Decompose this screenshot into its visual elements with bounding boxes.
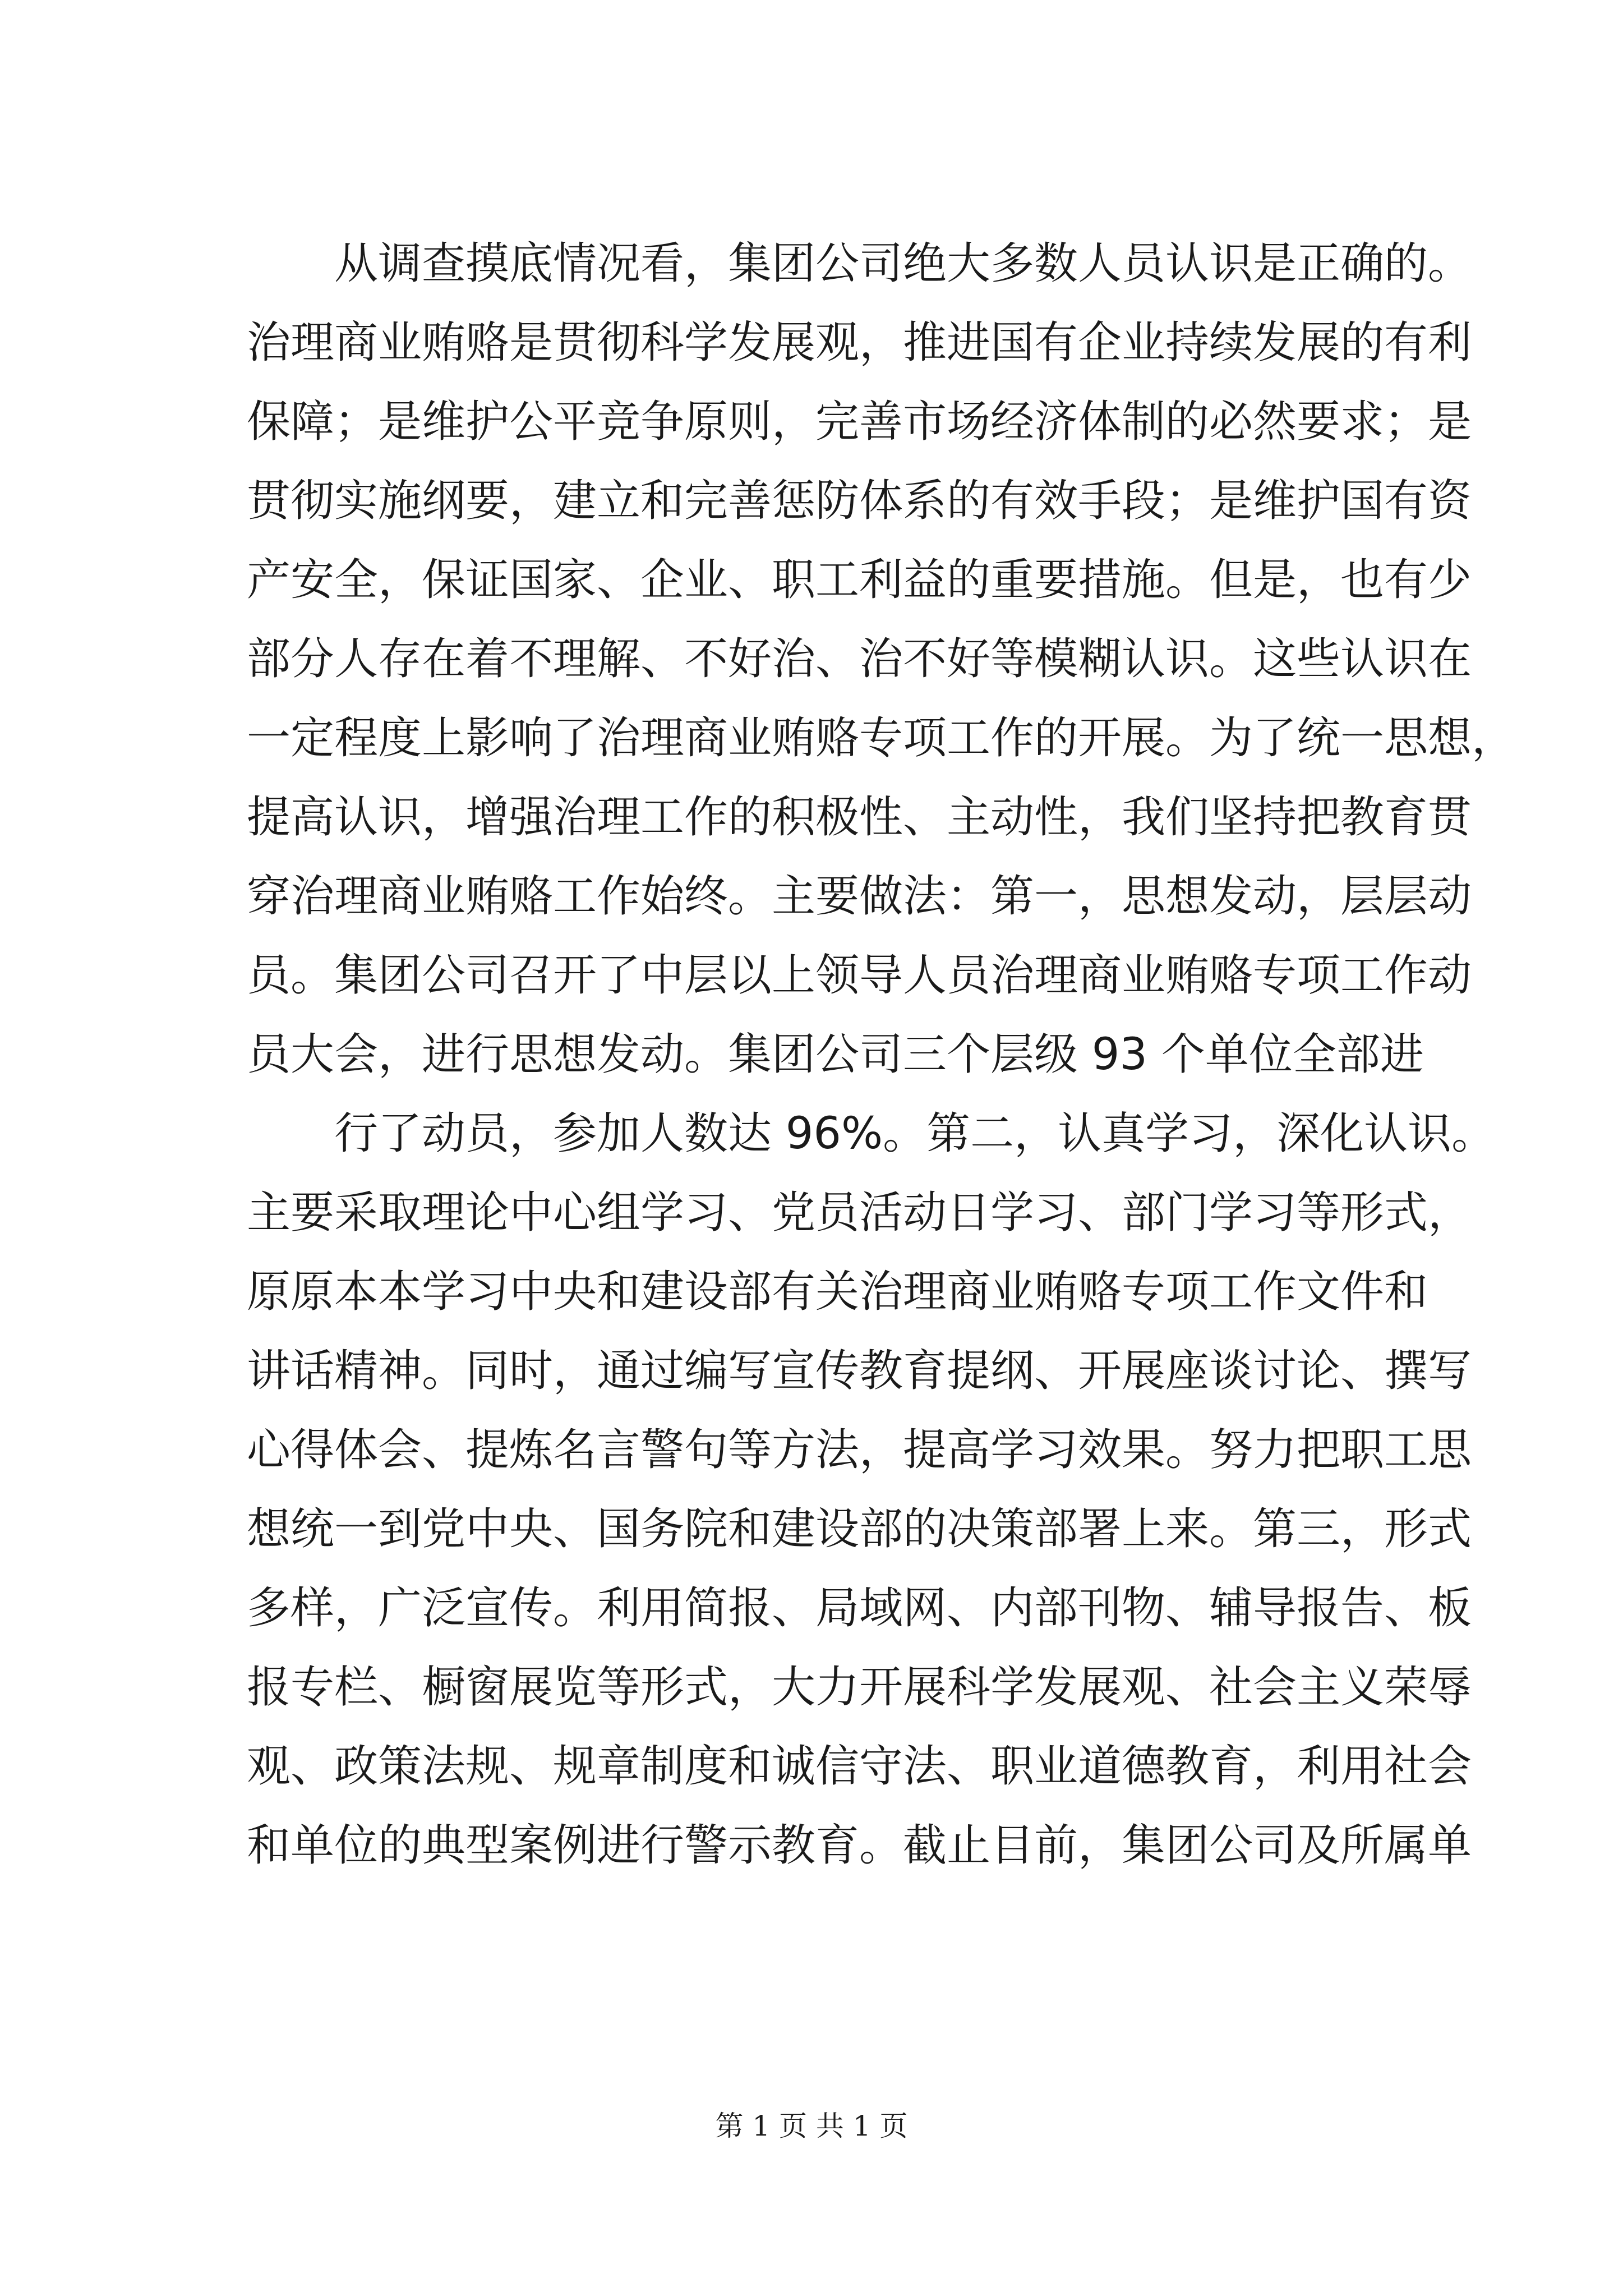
text-line: 治理商业贿赂是贯彻科学发展观，推进国有企业持续发展的有利 <box>247 318 1472 368</box>
text-line: 贯彻实施纲要，建立和完善惩防体系的有效手段；是维护国有资 <box>247 476 1472 526</box>
text-line: 和单位的典型案例进行警示教育。截止目前，集团公司及所属单 <box>247 1820 1472 1871</box>
text-line: 想统一到党中央、国务院和建设部的决策部署上来。第三，形式 <box>247 1504 1472 1554</box>
text-line: 讲话精神。同时，通过编写宣传教育提纲、开展座谈讨论、撰写 <box>247 1346 1472 1396</box>
text-line: 提高认识，增强治理工作的积极性、主动性，我们坚持把教育贯 <box>247 792 1472 843</box>
text-line: 员大会，进行思想发动。集团公司三个层级 93 个单位全部进 <box>247 1029 1424 1080</box>
text-line: 原原本本学习中央和建设部有关治理商业贿赂专项工作文件和 <box>247 1267 1428 1317</box>
text-line: 报专栏、橱窗展览等形式，大力开展科学发展观、社会主义荣辱 <box>247 1662 1472 1713</box>
text-line: 心得体会、提炼名言警句等方法，提高学习效果。努力把职工思 <box>247 1425 1472 1475</box>
text-line: 部分人存在着不理解、不好治、治不好等模糊认识。这些认识在 <box>247 634 1472 684</box>
text-line: 主要采取理论中心组学习、党员活动日学习、部门学习等形式， <box>247 1188 1472 1238</box>
text-line: 行了动员，参加人数达 96%。第二，认真学习，深化认识。 <box>334 1108 1496 1159</box>
text-line: 穿治理商业贿赂工作始终。主要做法：第一，思想发动，层层动 <box>247 871 1472 922</box>
text-line: 多样，广泛宣传。利用简报、局域网、内部刊物、辅导报告、板 <box>247 1583 1472 1634</box>
text-line: 员。集团公司召开了中层以上领导人员治理商业贿赂专项工作动 <box>247 950 1472 1001</box>
page-footer: 第 1 页 共 1 页 <box>715 2110 908 2142</box>
text-line: 观、政策法规、规章制度和诚信守法、职业道德教育，利用社会 <box>247 1741 1472 1792</box>
text-line: 产安全，保证国家、企业、职工利益的重要措施。但是，也有少 <box>247 555 1472 605</box>
text-line: 保障；是维护公平竞争原则，完善市场经济体制的必然要求；是 <box>247 397 1472 447</box>
text-line: 从调查摸底情况看，集团公司绝大多数人员认识是正确的。 <box>334 238 1472 289</box>
document-body <box>247 224 1516 1885</box>
text-line: 一定程度上影响了治理商业贿赂专项工作的开展。为了统一思想， <box>247 713 1516 763</box>
